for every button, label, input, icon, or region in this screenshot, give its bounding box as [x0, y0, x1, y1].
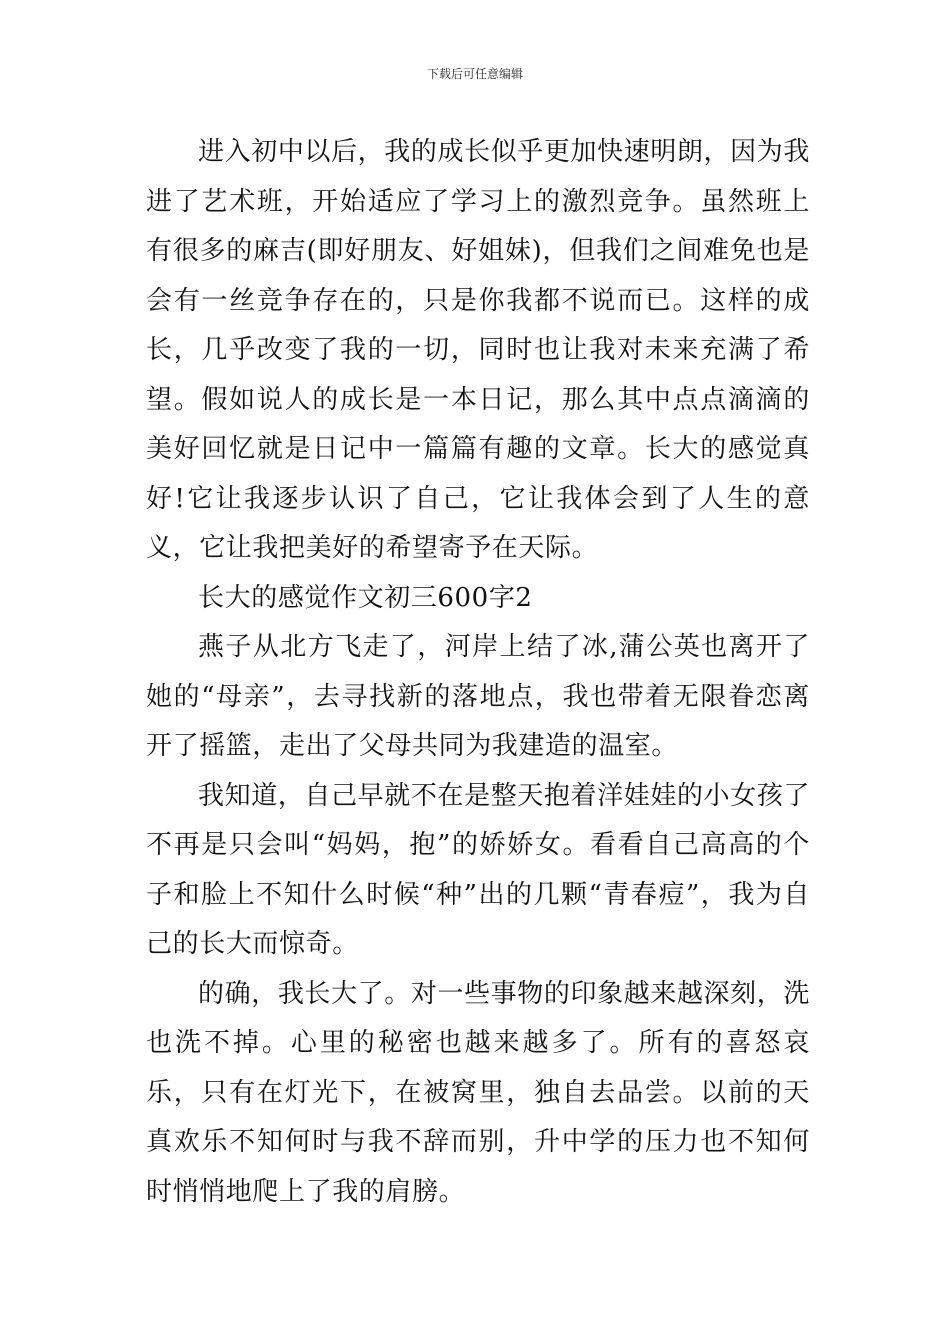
document-body [146, 128, 810, 1217]
paragraph: 燕子从北方飞走了，河岸上结了冰,蒲公英也离开了她的“母亲”，去寻找新的落地点，我也带着无限眷恋离开了摇篮，走出了父母共同为我建造的温室。 [146, 632, 810, 761]
paragraph: 进入初中以后，我的成长似乎更加快速明朗，因为我进了艺术班，开始适应了学习上的激烈竞争。虽然班上有很多的麻吉(即好朋友、好姐妹)，但我们之间难免也是会有一丝竞争存在的，只是你我都不说而已。这样的成长，几乎改变了我的一切，同时也让我对未来充满了希望。假如说人的成长是一本日记，那么其中点点滴滴的美好回忆就是日记中一篇篇有趣的文章。长大的感觉真好!它让我逐步认识了自己，它让我体会到了人生的意义，它让我把美好的希望寄予在天际。 [146, 137, 810, 563]
section-heading: 长大的感觉作文初三600字2 [198, 582, 533, 613]
paragraph: 的确，我长大了。对一些事物的印象越来越深刻，洗也洗不掉。心里的秘密也越来越多了。所有的喜怒哀乐，只有在灯光下，在被窝里，独自去品尝。以前的天真欢乐不知何时与我不辞而别，升中学的压力也不知何时悄悄地爬上了我的肩膀。 [146, 978, 810, 1207]
page-header: 下载后可任意编辑 [426, 67, 523, 81]
paragraph: 我知道，自己早就不在是整天抱着洋娃娃的小女孩了不再是只会叫“妈妈，抱”的娇娇女。看看自己高高的个子和脸上不知什么时候“种”出的几颗“青春痘”，我为自己的长大而惊奇。 [146, 780, 810, 959]
